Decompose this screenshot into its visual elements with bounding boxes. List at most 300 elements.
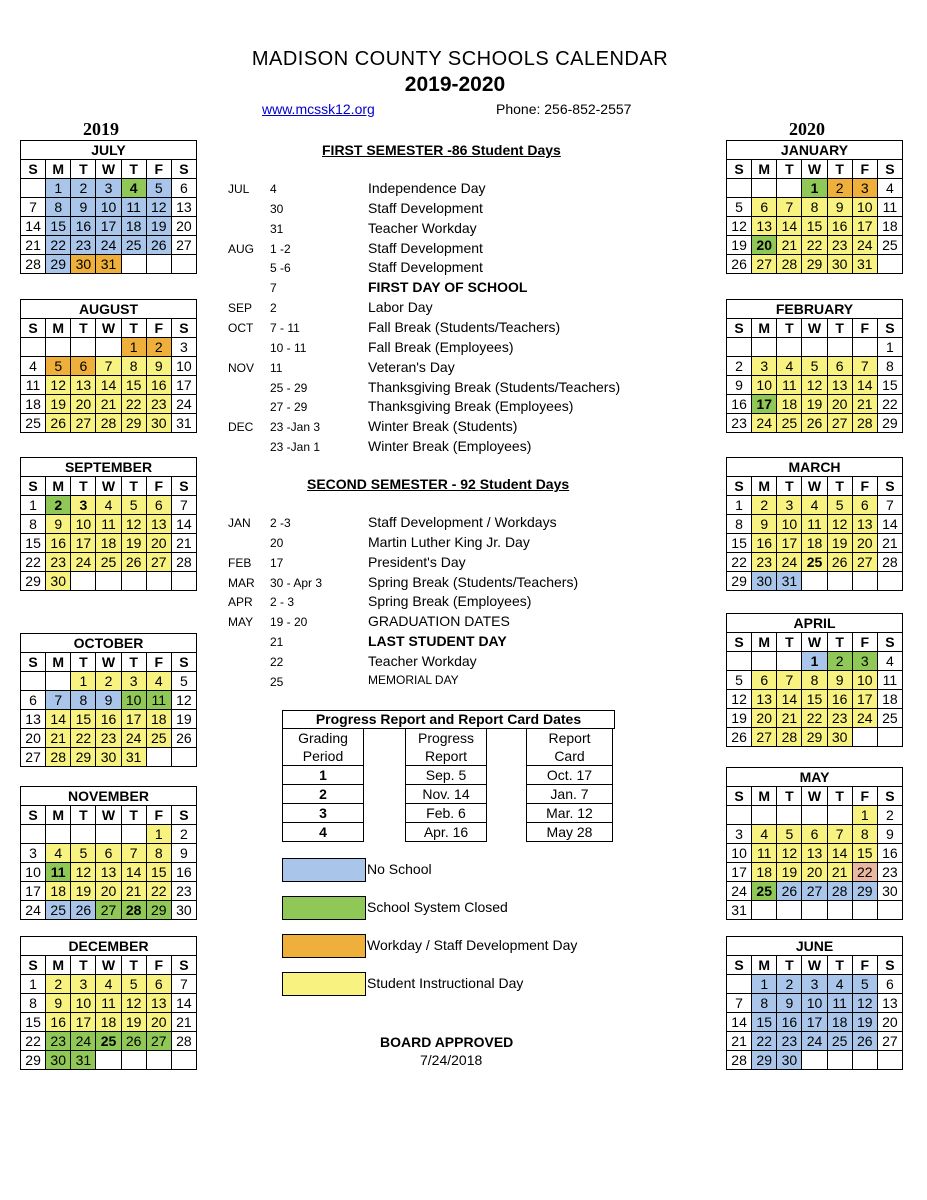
day-cell: [146, 1051, 171, 1070]
event-row: [228, 593, 708, 611]
day-cell: 10: [71, 515, 96, 534]
day-cell: 22: [121, 395, 146, 414]
day-cell: 21: [171, 534, 196, 553]
event-description: Teacher Workday: [368, 652, 477, 669]
legend-swatch: [282, 934, 366, 958]
day-cell: [171, 255, 196, 274]
day-cell: 19: [71, 882, 96, 901]
calendar-march: [726, 457, 903, 591]
day-cell: 12: [852, 994, 877, 1013]
weekday-header: M: [46, 806, 71, 825]
day-cell: 5: [827, 496, 852, 515]
day-cell: 17: [802, 1013, 827, 1032]
day-cell: 8: [71, 691, 96, 710]
day-cell: 24: [21, 901, 46, 920]
event-row: [228, 359, 708, 377]
day-cell: 21: [46, 729, 71, 748]
day-cell: 11: [96, 515, 121, 534]
day-cell: [96, 825, 121, 844]
day-cell: [727, 179, 752, 198]
day-cell: 11: [827, 994, 852, 1013]
day-cell: 30: [96, 748, 121, 767]
day-cell: 28: [727, 1051, 752, 1070]
day-cell: [852, 728, 877, 747]
week-row: [727, 825, 903, 844]
day-cell: 25: [46, 901, 71, 920]
weekday-header: W: [96, 653, 121, 672]
day-cell: 10: [852, 671, 877, 690]
event-description: Fall Break (Students/Teachers): [368, 318, 561, 335]
day-cell: 11: [877, 671, 902, 690]
day-cell: 17: [777, 534, 802, 553]
day-cell: 28: [877, 553, 902, 572]
day-cell: 13: [71, 376, 96, 395]
day-cell: 25: [21, 414, 46, 433]
event-row: [228, 534, 708, 552]
day-cell: 25: [121, 236, 146, 255]
day-cell: [146, 572, 171, 591]
event-date: 22: [270, 654, 284, 669]
day-cell: 2: [46, 496, 71, 515]
day-cell: 1: [71, 672, 96, 691]
day-cell: [96, 572, 121, 591]
day-cell: 28: [171, 553, 196, 572]
day-cell: [802, 901, 827, 920]
event-description: Independence Day: [368, 180, 486, 196]
day-cell: 6: [752, 671, 777, 690]
day-cell: 1: [21, 975, 46, 994]
day-cell: 5: [171, 672, 196, 691]
week-row: [21, 515, 197, 534]
weekday-header: M: [752, 319, 777, 338]
weekday-header: T: [71, 956, 96, 975]
day-cell: [802, 338, 827, 357]
day-cell: 11: [777, 376, 802, 395]
progress-cell: 2: [283, 785, 364, 804]
day-cell: 28: [171, 1032, 196, 1051]
event-description: Spring Break (Employees): [368, 593, 532, 610]
day-cell: 11: [46, 863, 71, 882]
day-cell: 27: [146, 1032, 171, 1051]
day-cell: [96, 338, 121, 357]
day-cell: [171, 572, 196, 591]
weekday-header: S: [877, 956, 902, 975]
day-cell: 25: [827, 1032, 852, 1051]
weekday-header: F: [146, 806, 171, 825]
day-cell: 4: [146, 672, 171, 691]
weekday-header: T: [777, 160, 802, 179]
week-row: [21, 863, 197, 882]
day-cell: 6: [752, 198, 777, 217]
day-cell: 3: [71, 496, 96, 515]
month-name: JANUARY: [727, 141, 903, 160]
day-cell: [71, 338, 96, 357]
event-row: [228, 339, 708, 357]
day-cell: 12: [827, 515, 852, 534]
day-cell: [171, 748, 196, 767]
day-cell: 3: [21, 844, 46, 863]
day-cell: 20: [802, 863, 827, 882]
day-cell: [121, 825, 146, 844]
progress-cell: Mar. 12: [527, 804, 613, 823]
day-cell: 7: [852, 357, 877, 376]
day-cell: 30: [777, 1051, 802, 1070]
day-cell: [802, 806, 827, 825]
day-cell: 4: [802, 496, 827, 515]
event-row: [228, 398, 708, 416]
day-cell: 8: [21, 994, 46, 1013]
day-cell: 24: [96, 236, 121, 255]
legend-label: Workday / Staff Development Day: [367, 937, 578, 953]
day-cell: 15: [852, 844, 877, 863]
event-row: [228, 180, 708, 198]
day-cell: 3: [121, 672, 146, 691]
day-cell: 7: [171, 975, 196, 994]
weekday-header: S: [727, 633, 752, 652]
day-cell: 28: [777, 255, 802, 274]
day-cell: [877, 901, 902, 920]
day-cell: 13: [852, 515, 877, 534]
day-cell: 6: [96, 844, 121, 863]
day-cell: [877, 572, 902, 591]
event-row: [228, 259, 708, 277]
progress-cell: Sep. 5: [406, 766, 487, 785]
day-cell: 19: [727, 709, 752, 728]
day-cell: 21: [96, 395, 121, 414]
month-name: AUGUST: [21, 300, 197, 319]
day-cell: 10: [852, 198, 877, 217]
week-row: [727, 652, 903, 671]
progress-cell: 3: [283, 804, 364, 823]
week-row: [21, 217, 197, 236]
day-cell: 26: [171, 729, 196, 748]
week-row: [21, 1032, 197, 1051]
weekday-header: T: [121, 806, 146, 825]
week-row: [21, 844, 197, 863]
day-cell: 20: [827, 395, 852, 414]
weekday-header: W: [96, 319, 121, 338]
day-cell: 26: [727, 728, 752, 747]
day-cell: 6: [146, 496, 171, 515]
weekday-header: S: [877, 477, 902, 496]
day-cell: 26: [146, 236, 171, 255]
day-cell: 8: [752, 994, 777, 1013]
day-cell: [877, 728, 902, 747]
day-cell: [46, 338, 71, 357]
day-cell: 24: [121, 729, 146, 748]
calendar-february: [726, 299, 903, 433]
day-cell: 10: [121, 691, 146, 710]
weekday-header: F: [852, 956, 877, 975]
day-cell: 4: [777, 357, 802, 376]
day-cell: 15: [46, 217, 71, 236]
day-cell: 21: [121, 882, 146, 901]
day-cell: 23: [71, 236, 96, 255]
day-cell: 2: [827, 179, 852, 198]
day-cell: 23: [46, 1032, 71, 1051]
week-row: [21, 236, 197, 255]
week-row: [21, 710, 197, 729]
day-cell: 25: [877, 236, 902, 255]
day-cell: 6: [21, 691, 46, 710]
week-row: [727, 882, 903, 901]
day-cell: 28: [96, 414, 121, 433]
day-cell: 24: [777, 553, 802, 572]
day-cell: 18: [46, 882, 71, 901]
event-row: [228, 299, 708, 317]
event-month: OCT: [228, 320, 254, 335]
day-cell: 7: [777, 671, 802, 690]
month-name: JUNE: [727, 937, 903, 956]
weekday-header: T: [827, 477, 852, 496]
week-row: [21, 179, 197, 198]
weekday-header: F: [852, 477, 877, 496]
day-cell: [727, 806, 752, 825]
event-date: 27 - 29: [270, 400, 308, 415]
weekday-header: S: [877, 160, 902, 179]
weekday-header: S: [171, 477, 196, 496]
day-cell: 12: [146, 198, 171, 217]
day-cell: 2: [777, 975, 802, 994]
day-cell: 29: [802, 255, 827, 274]
weekday-header: S: [877, 787, 902, 806]
weekday-header: S: [727, 787, 752, 806]
day-cell: 9: [727, 376, 752, 395]
day-cell: 29: [121, 414, 146, 433]
day-cell: 5: [146, 179, 171, 198]
week-row: [21, 198, 197, 217]
day-cell: 18: [777, 395, 802, 414]
month-name: FEBRUARY: [727, 300, 903, 319]
calendar-may: [726, 767, 903, 920]
progress-cell: Feb. 6: [406, 804, 487, 823]
event-date: 17: [270, 555, 284, 570]
day-cell: 29: [752, 1051, 777, 1070]
calendar-november: [20, 786, 197, 920]
event-description: Winter Break (Students): [368, 418, 518, 435]
week-row: [21, 496, 197, 515]
day-cell: 24: [727, 882, 752, 901]
day-cell: 30: [827, 255, 852, 274]
day-cell: 26: [852, 1032, 877, 1051]
event-date: 2 - 3: [270, 595, 295, 610]
week-row: [727, 515, 903, 534]
week-row: [727, 709, 903, 728]
weekday-header: T: [71, 160, 96, 179]
day-cell: 2: [827, 652, 852, 671]
day-cell: 13: [802, 844, 827, 863]
event-row: [228, 653, 708, 671]
day-cell: 23: [96, 729, 121, 748]
day-cell: 17: [96, 217, 121, 236]
day-cell: 1: [21, 496, 46, 515]
day-cell: 2: [171, 825, 196, 844]
day-cell: 13: [146, 994, 171, 1013]
day-cell: [852, 338, 877, 357]
week-row: [727, 395, 903, 414]
day-cell: 6: [171, 179, 196, 198]
day-cell: 7: [877, 496, 902, 515]
progress-cell: Jan. 7: [527, 785, 613, 804]
event-description: Thanksgiving Break (Employees): [368, 398, 574, 415]
day-cell: 8: [727, 515, 752, 534]
day-cell: 24: [852, 236, 877, 255]
weekday-header: F: [146, 319, 171, 338]
day-cell: 18: [877, 217, 902, 236]
day-cell: 31: [727, 901, 752, 920]
weekday-header: M: [46, 653, 71, 672]
week-row: [727, 863, 903, 882]
day-cell: 27: [752, 255, 777, 274]
day-cell: 14: [852, 376, 877, 395]
event-date: 2 -3: [270, 516, 291, 530]
weekday-header: T: [71, 477, 96, 496]
day-cell: 18: [877, 690, 902, 709]
day-cell: 17: [121, 710, 146, 729]
week-row: [727, 994, 903, 1013]
day-cell: 30: [46, 572, 71, 591]
day-cell: 30: [46, 1051, 71, 1070]
day-cell: 9: [46, 515, 71, 534]
day-cell: 23: [727, 414, 752, 433]
day-cell: 18: [752, 863, 777, 882]
weekday-header: M: [752, 477, 777, 496]
week-row: [21, 553, 197, 572]
day-cell: 10: [171, 357, 196, 376]
event-date: 25: [270, 674, 284, 689]
day-cell: 3: [71, 975, 96, 994]
day-cell: [877, 255, 902, 274]
weekday-header: F: [852, 633, 877, 652]
day-cell: 2: [71, 179, 96, 198]
week-row: [21, 994, 197, 1013]
day-cell: 11: [802, 515, 827, 534]
day-cell: 14: [46, 710, 71, 729]
day-cell: [777, 652, 802, 671]
day-cell: 21: [877, 534, 902, 553]
weekday-header: S: [727, 956, 752, 975]
calendar-april: [726, 613, 903, 747]
weekday-header: M: [752, 956, 777, 975]
day-cell: 28: [827, 882, 852, 901]
week-row: [727, 844, 903, 863]
day-cell: [827, 901, 852, 920]
week-row: [21, 255, 197, 274]
website-link[interactable]: www.mcssk12.org: [262, 101, 375, 117]
event-month: DEC: [228, 420, 254, 435]
event-description: Staff Development / Workdays: [368, 514, 557, 530]
weekday-header: F: [146, 160, 171, 179]
day-cell: 15: [877, 376, 902, 395]
event-description: Staff Development: [368, 239, 483, 256]
weekday-header: S: [727, 319, 752, 338]
week-row: [21, 395, 197, 414]
day-cell: 23: [777, 1032, 802, 1051]
week-row: [727, 217, 903, 236]
weekday-header: W: [802, 956, 827, 975]
day-cell: 20: [146, 1013, 171, 1032]
week-row: [727, 496, 903, 515]
day-cell: 22: [21, 1032, 46, 1051]
day-cell: 17: [71, 534, 96, 553]
weekday-header: W: [96, 956, 121, 975]
day-cell: 22: [71, 729, 96, 748]
weekday-header: S: [21, 319, 46, 338]
day-cell: 4: [46, 844, 71, 863]
progress-column-header: Card: [527, 747, 613, 766]
weekday-header: T: [827, 956, 852, 975]
day-cell: 19: [777, 863, 802, 882]
event-description: Martin Luther King Jr. Day: [368, 533, 530, 550]
day-cell: 29: [146, 901, 171, 920]
day-cell: 9: [171, 844, 196, 863]
day-cell: 19: [146, 217, 171, 236]
day-cell: 7: [777, 198, 802, 217]
day-cell: 28: [121, 901, 146, 920]
weekday-header: M: [752, 787, 777, 806]
day-cell: 23: [46, 553, 71, 572]
event-date: 4: [270, 182, 277, 196]
day-cell: 12: [777, 844, 802, 863]
week-row: [727, 255, 903, 274]
month-name: NOVEMBER: [21, 787, 197, 806]
legend-swatch: [282, 896, 366, 920]
day-cell: 27: [96, 901, 121, 920]
weekday-header: M: [46, 956, 71, 975]
day-cell: 10: [802, 994, 827, 1013]
day-cell: 29: [21, 572, 46, 591]
day-cell: 29: [877, 414, 902, 433]
day-cell: 8: [46, 198, 71, 217]
day-cell: 4: [877, 652, 902, 671]
day-cell: 11: [121, 198, 146, 217]
day-cell: 18: [802, 534, 827, 553]
week-row: [727, 671, 903, 690]
day-cell: 14: [21, 217, 46, 236]
day-cell: 23: [827, 236, 852, 255]
day-cell: [96, 1051, 121, 1070]
day-cell: 8: [121, 357, 146, 376]
day-cell: 17: [752, 395, 777, 414]
day-cell: 26: [71, 901, 96, 920]
day-cell: [777, 179, 802, 198]
event-date: 11: [270, 360, 283, 375]
day-cell: 5: [727, 198, 752, 217]
weekday-header: F: [146, 653, 171, 672]
event-description: Veteran's Day: [368, 358, 455, 375]
day-cell: 1: [121, 338, 146, 357]
event-description: Fall Break (Employees): [368, 338, 514, 355]
day-cell: 11: [21, 376, 46, 395]
day-cell: 19: [121, 1013, 146, 1032]
day-cell: 1: [752, 975, 777, 994]
event-row: [228, 673, 708, 691]
day-cell: 10: [21, 863, 46, 882]
day-cell: 4: [877, 179, 902, 198]
day-cell: 15: [727, 534, 752, 553]
day-cell: 1: [877, 338, 902, 357]
day-cell: 25: [752, 882, 777, 901]
weekday-header: F: [146, 956, 171, 975]
day-cell: 12: [46, 376, 71, 395]
day-cell: 16: [46, 1013, 71, 1032]
progress-cell: May 28: [527, 823, 613, 842]
day-cell: [802, 1051, 827, 1070]
week-row: [727, 806, 903, 825]
progress-cell: Nov. 14: [406, 785, 487, 804]
weekday-header: W: [802, 633, 827, 652]
weekday-header: M: [752, 633, 777, 652]
